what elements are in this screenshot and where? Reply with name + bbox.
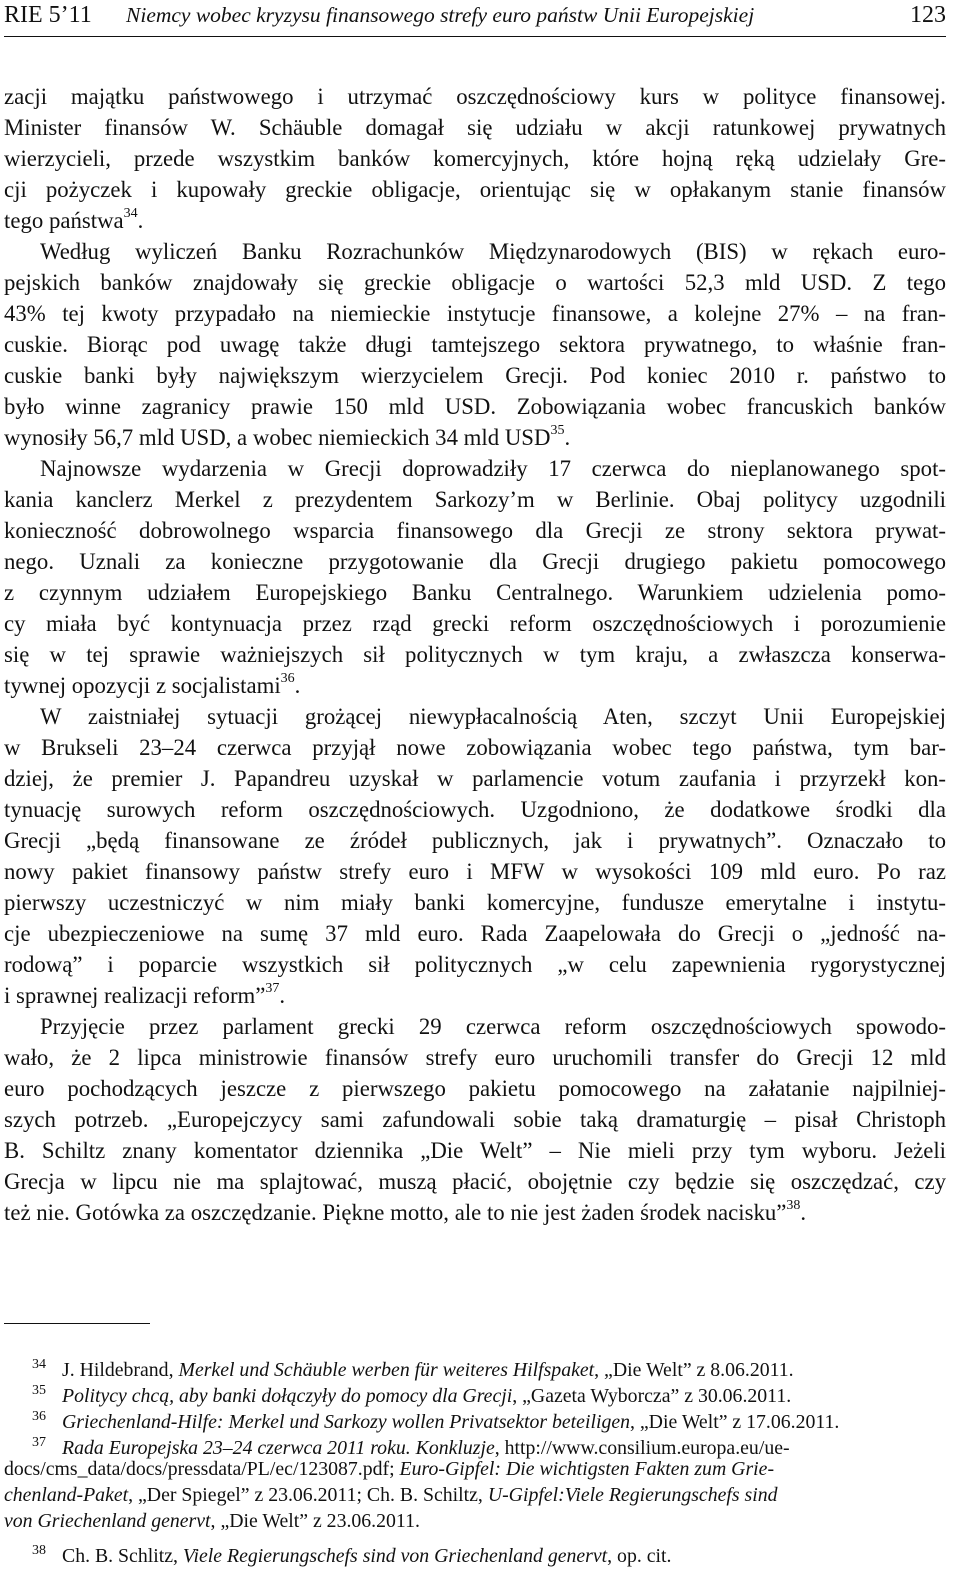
- text-line: pejskich banków znajdowały się greckie obligacje o wartości 52,3 mld USD. Z tego: [4, 270, 946, 295]
- text-line: z czynnym udziałem Europejskiego Banku Centralnego. Warunkiem udzielenia pomo-: [4, 580, 946, 605]
- line-text: .: [137, 208, 144, 233]
- text-line: [4, 205, 946, 236]
- text-line: 43% tej kwoty przypadało na niemieckie instytucje finansowe, a kolejne 27% – na fran-: [4, 301, 946, 326]
- text-line: Grecja w lipcu nie ma splajtować, muszą płacić, obojętnie czy będzie się oszczędzać, czy: [4, 1169, 946, 1194]
- text-line: euro pochodzących jeszcze z pierwszego pakietu pomocowego na załatanie najpilniej-: [4, 1076, 946, 1101]
- text-line: się w tej sprawie ważniejszych sił politycznych w tym kraju, a zwłaszcza konserwa-: [4, 642, 946, 667]
- text-line: cje ubezpieczeniowe na sumę 37 mld euro. Rada Zaapelowała do Grecji o „jedność na-: [4, 921, 946, 946]
- footnote-number: 34: [32, 1357, 46, 1372]
- line-text: .: [279, 983, 286, 1008]
- paragraph-start: Według wyliczeń Banku Rozrachunków Międzynarodowych (BIS) w rękach euro-: [40, 239, 946, 264]
- text-line: cuskie banki były największym wierzycielem Grecji. Pod koniec 2010 r. państwo to: [4, 363, 946, 388]
- footnote-ref-34[interactable]: 34: [123, 206, 138, 222]
- text-line: dziej, że premier J. Papandreu uzyskał w parlamencie votum zaufania i przyrzekł kon-: [4, 766, 946, 791]
- text-line: szych potrzeb. „Europejczycy sami zafundowali sobie taką dramaturgię – pisał Christoph: [4, 1107, 946, 1132]
- text-line: tynuację surowych reform oszczędnościowych. Uzgodniono, że dodatkowe środki dla: [4, 797, 946, 822]
- footnote-text: , „Gazeta Wyborcza” z 30.06.2011.: [512, 1385, 792, 1407]
- text-line: cuskie. Biorąc pod uwagę także długi tamtejszego sektora prywatnego, to właśnie fran-: [4, 332, 946, 357]
- text-line: zacji majątku państwowego i utrzymać oszczędnościowy kurs w polityce finansowej.: [4, 84, 946, 109]
- text-line: [4, 1197, 946, 1228]
- footnote-title: Merkel und Schäuble werben für weiteres Hilfspaket: [178, 1359, 595, 1381]
- text-line: nowy pakiet finansowy państw strefy euro i MFW w wysokości 109 mld euro. Po raz: [4, 859, 946, 884]
- text-line: cy miała być kontynuacja przez rząd grecki reform oszczędnościowych i porozumienie: [4, 611, 946, 636]
- text-line: wało, że 2 lipca ministrowie finansów strefy euro uruchomili transfer do Grecji 12 mld: [4, 1045, 946, 1070]
- text-line: konieczność dobrowolnego wsparcia finansowego dla Grecji ze strony sektora prywat-: [4, 518, 946, 543]
- text-line: pierwszy uczestniczyć w nim miały banki komercyjne, fundusze emerytalne i instytu-: [4, 890, 946, 915]
- text-line: [4, 422, 946, 453]
- footnote-separator: [4, 1323, 150, 1324]
- footnote-text: , „Die Welt” z 8.06.2011.: [594, 1359, 794, 1381]
- footnote-number: 37: [32, 1435, 46, 1450]
- line-text: i sprawnej realizacji reform”: [4, 983, 266, 1008]
- text-line: nego. Uznali za konieczne przygotowanie dla Grecji drugiego pakietu pomocowego: [4, 549, 946, 574]
- text-line: B. Schiltz znany komentator dziennika „Die Welt” – Nie mieli przy tym wyboru. Jeżeli: [4, 1138, 946, 1163]
- footnote-ref-38[interactable]: 38: [786, 1198, 801, 1214]
- footnote-text: , „Der Spiegel” z 23.06.2011; Ch. B. Schiltz,: [128, 1484, 488, 1506]
- text-line: [4, 980, 946, 1011]
- footnote-text: , „Die Welt” z 23.06.2011.: [210, 1510, 420, 1532]
- footnote-ref-36[interactable]: 36: [280, 671, 295, 687]
- footnote-number: 35: [32, 1383, 46, 1398]
- paragraph-start: W zaistniałej sytuacji grożącej niewypłacalnością Aten, szczyt Unii Europejskiej: [40, 704, 946, 729]
- paragraph-start: Najnowsze wydarzenia w Grecji doprowadziły 17 czerwca do nieplanowanego spot-: [40, 456, 946, 481]
- text-line: było winne zagranicy prawie 150 mld USD. Zobowiązania wobec francuskich banków: [4, 394, 946, 419]
- text-line: w Brukseli 23–24 czerwca przyjął nowe zobowiązania wobec tego państwa, tym bar-: [4, 735, 946, 760]
- footnote-ref-35[interactable]: 35: [550, 423, 565, 439]
- text-line: Minister finansów W. Schäuble domagał się udziału w akcji ratunkowej prywatnych: [4, 115, 946, 140]
- text-line: wierzycieli, przede wszystkim banków komercyjnych, które hojną ręką udzielały Gre-: [4, 146, 946, 171]
- text-line: Grecji „będą finansowane ze źródeł publicznych, jak i prywatnych”. Oznaczało to: [4, 828, 946, 853]
- journal-issue: RIE 5’11: [4, 2, 92, 28]
- footnote-text: , „Die Welt” z 17.06.2011.: [630, 1411, 840, 1433]
- line-text: .: [800, 1200, 807, 1225]
- footnote-36: [4, 1404, 946, 1433]
- text-line: cji pożyczek i kupowały greckie obligacje, orientując się w opłakanym stanie finansów: [4, 177, 946, 202]
- footnote-35: [4, 1378, 946, 1407]
- running-title: Niemcy wobec kryzysu finansowego strefy euro państw Unii Europejskiej: [126, 3, 755, 27]
- footnote-number: 36: [32, 1409, 46, 1424]
- line-text: .: [294, 673, 301, 698]
- text-line: [4, 670, 946, 701]
- footnote-number: 38: [32, 1543, 46, 1558]
- footnote-text: Ch. B. Schlitz,: [62, 1545, 183, 1567]
- line-text: też nie. Gotówka za oszczędzanie. Piękne motto, ale to nie jest żaden środek nacisku”: [4, 1200, 787, 1225]
- page-number: 123: [910, 2, 946, 28]
- footnote-37: [4, 1430, 946, 1459]
- footnote-title: Griechenland-Hilfe: Merkel und Sarkozy wollen Privatsektor beteiligen: [62, 1411, 631, 1433]
- body-text: [4, 81, 946, 1228]
- footnote-title: Viele Regierungschefs sind von Griechenland genervt: [182, 1545, 608, 1567]
- line-text: .: [564, 425, 571, 450]
- footnote-title: Rada Europejska 23–24 czerwca 2011 roku. Konkluzje: [62, 1437, 495, 1459]
- text-line: rodową” i poparcie wszystkich sił politycznych „w celu zapewnienia rygorystycznej: [4, 952, 946, 977]
- line-text: wynosiły 56,7 mld USD, a wobec niemieckich 34 mld USD: [4, 425, 551, 450]
- paragraph-start: Przyjęcie przez parlament grecki 29 czerwca reform oszczędnościowych spowodo-: [40, 1014, 946, 1039]
- footnote-text: J. Hildebrand,: [62, 1359, 179, 1381]
- footnote-title: U-Gipfel:Viele Regierungschefs sind: [487, 1484, 778, 1506]
- footnote-34: [4, 1352, 946, 1381]
- footnote-ref-37[interactable]: 37: [265, 981, 280, 997]
- running-header: [4, 0, 946, 36]
- footnote-title: Politycy chcą, aby banki dołączyły do pomocy dla Grecji: [62, 1385, 513, 1407]
- footnote-link[interactable]: , http://www.consilium.europa.eu/ue-: [494, 1437, 790, 1459]
- footnotes: [4, 1352, 946, 1567]
- footnote-37-cont: [4, 1508, 946, 1534]
- line-text: tywnej opozycji z socjalistami: [4, 673, 281, 698]
- line-text: tego państwa: [4, 208, 124, 233]
- footnote-link[interactable]: docs/cms_data/docs/pressdata/PL/ec/123087.pdf;: [4, 1458, 400, 1480]
- footnote-37-cont: [4, 1456, 946, 1482]
- footnote-title: von Griechenland genervt: [4, 1510, 211, 1532]
- text-line: kania kanclerz Merkel z prezydentem Sarkozy’m w Berlinie. Obaj politycy uzgodnili: [4, 487, 946, 512]
- footnote-title: chenland-Paket: [4, 1484, 129, 1506]
- footnote-38: [4, 1538, 946, 1567]
- footnote-37-cont: [4, 1482, 946, 1508]
- footnote-title: Euro-Gipfel: Die wichtigsten Fakten zum Grie-: [399, 1458, 775, 1480]
- footnote-text: , op. cit.: [607, 1545, 672, 1567]
- header-rule: [4, 36, 946, 37]
